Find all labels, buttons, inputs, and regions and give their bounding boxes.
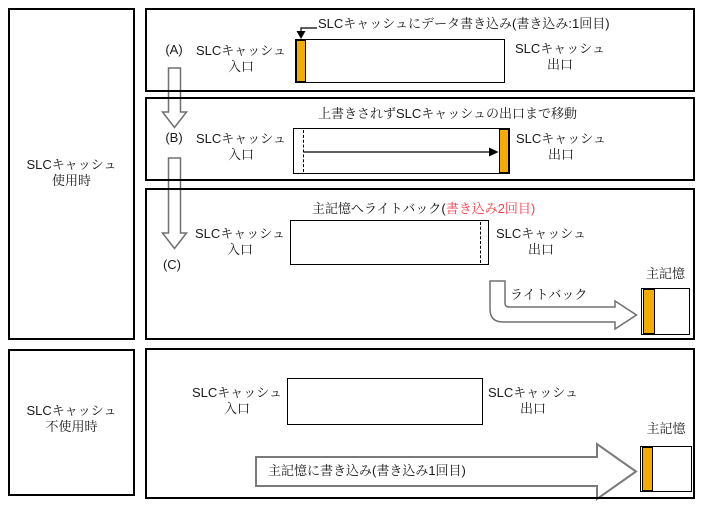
cache-move-arrowhead: [489, 148, 499, 157]
step-c-caption: [312, 201, 535, 217]
cache-out-label-b-line2: 出口: [547, 147, 574, 162]
write-annotation-arrowhead: [297, 31, 306, 39]
with-cache-label-line1: SLCキャッシュ: [26, 157, 117, 172]
cache-in-label-c-line2: 入口: [226, 242, 253, 257]
step-c-label: (C): [162, 257, 182, 272]
cache-in-label-d-line2: 入口: [223, 401, 250, 416]
cache-out-label-d-line2: 出口: [519, 401, 546, 416]
cache-out-label-d-line1: SLCキャッシュ: [487, 385, 579, 400]
without-cache-label-line1: SLCキャッシュ: [26, 403, 117, 418]
without-cache-label: [8, 403, 135, 435]
no-cache-write-caption: 主記憶に書き込み(書き込み1回目): [268, 463, 466, 478]
cache-in-label-c: [192, 226, 288, 258]
step-a-caption: SLCキャッシュにデータ書き込み(書き込み:1回目): [318, 16, 610, 31]
without-cache-label-line2: 不使用時: [45, 419, 98, 434]
step-b-label: (B): [165, 130, 183, 145]
cache-in-label-a: [193, 43, 289, 75]
cache-out-label-b-line1: SLCキャッシュ: [515, 131, 607, 146]
cache-in-label-d: [189, 385, 285, 417]
writeback-arrow-label: ライトバック: [510, 287, 588, 302]
step-c-caption-black: 主記憶へライトバック(: [312, 201, 446, 216]
cache-out-label-b: [513, 131, 609, 163]
cache-in-label-d-line1: SLCキャッシュ: [191, 385, 283, 400]
cache-out-label-a: [512, 41, 608, 73]
cache-out-label-a-line1: SLCキャッシュ: [514, 41, 606, 56]
step-b-caption: 上書きされずSLCキャッシュの出口まで移動: [318, 106, 578, 121]
cache-in-label-c-line1: SLCキャッシュ: [194, 226, 286, 241]
with-cache-label: [8, 157, 135, 189]
cache-in-label-b: [193, 131, 289, 163]
main-memory-label-c: 主記憶: [645, 266, 685, 281]
cache-out-label-a-line2: 出口: [546, 57, 573, 72]
step-c-caption-red: 書き込み2回目): [445, 201, 536, 216]
cache-out-label-c: [493, 226, 589, 258]
with-cache-label-line2: 使用時: [51, 173, 91, 188]
cache-in-label-b-line2: 入口: [227, 147, 254, 162]
cache-out-label-c-line1: SLCキャッシュ: [495, 226, 587, 241]
step-a-label: (A): [165, 42, 183, 57]
cache-out-label-d: [485, 385, 581, 417]
cache-in-label-b-line1: SLCキャッシュ: [195, 131, 287, 146]
cache-out-label-c-line2: 出口: [527, 242, 554, 257]
main-memory-label-d: 主記憶: [646, 421, 686, 436]
cache-in-label-a-line2: 入口: [227, 59, 254, 74]
cache-in-label-a-line1: SLCキャッシュ: [195, 43, 287, 58]
